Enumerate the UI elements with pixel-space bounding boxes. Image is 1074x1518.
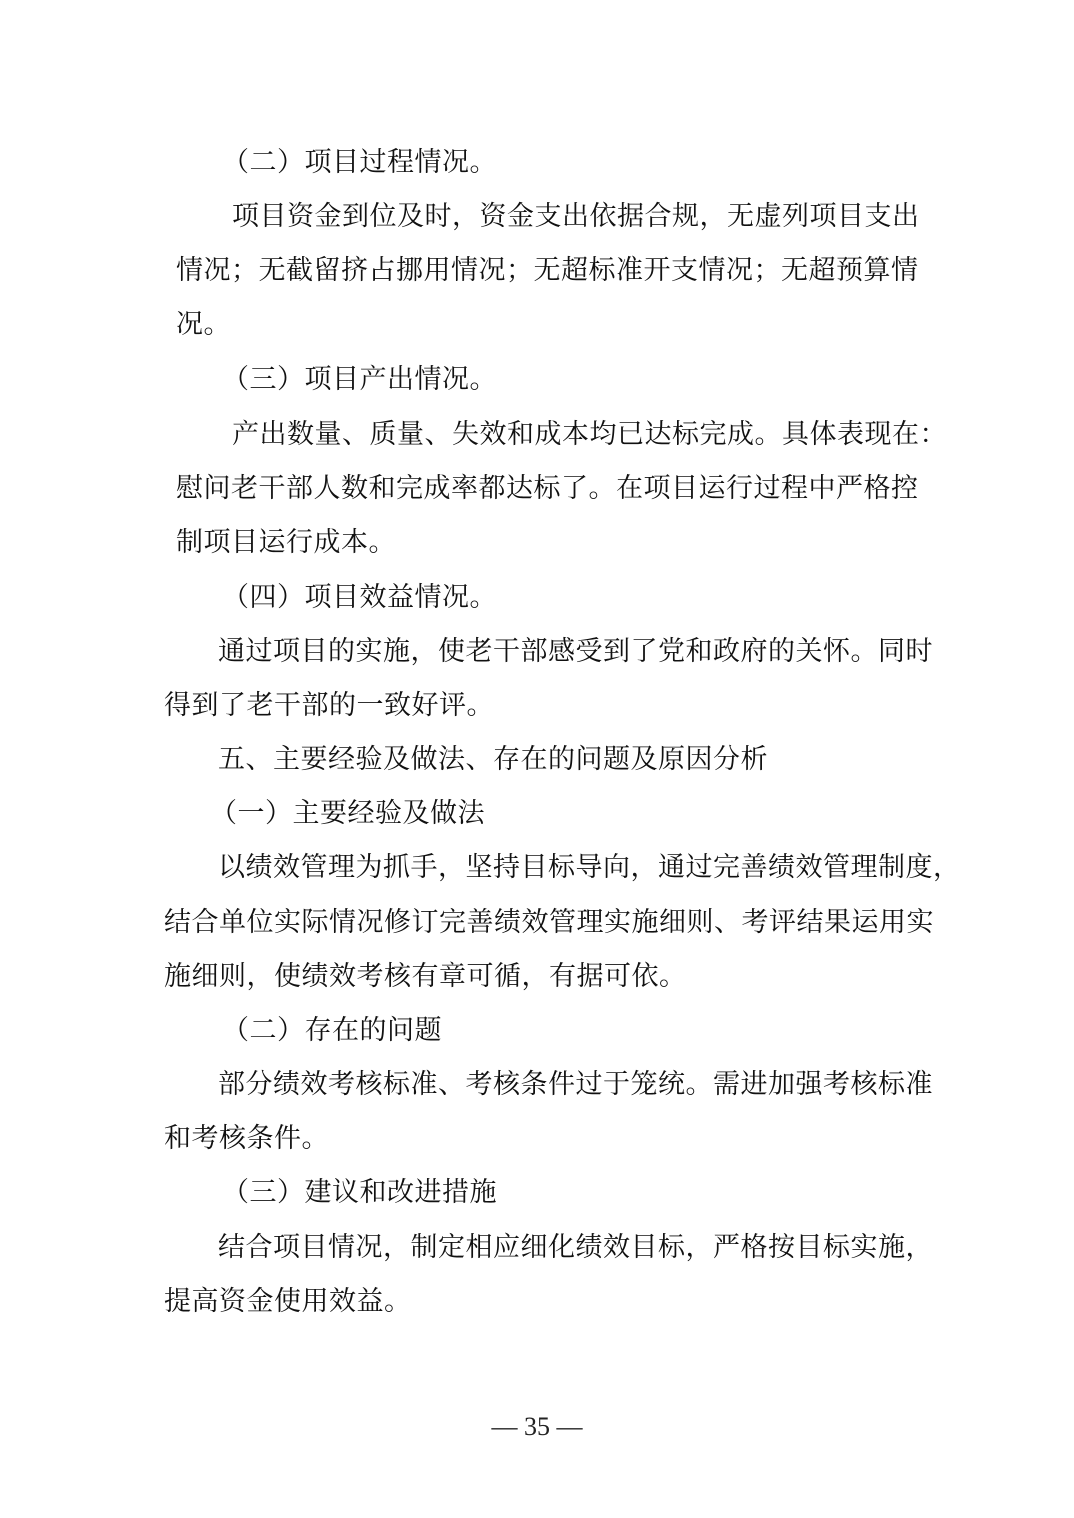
paragraph-line: 通过项目的实施，使老干部感受到了党和政府的关怀。同时: [218, 636, 933, 667]
paragraph-line: 部分绩效考核标准、考核条件过于笼统。需进加强考核标准: [218, 1069, 933, 1100]
page-number: — 35 —: [491, 1412, 583, 1441]
paragraph-line: 况。: [176, 309, 231, 340]
heading-project-benefit: （四）项目效益情况。: [222, 582, 497, 613]
heading-main-experience: （一）主要经验及做法: [210, 798, 485, 829]
paragraph-line: 制项目运行成本。: [176, 527, 396, 558]
heading-project-output: （三）项目产出情况。: [222, 364, 497, 395]
paragraph-line: 施细则，使绩效考核有章可循，有据可依。: [164, 961, 687, 992]
paragraph-line: 结合项目情况，制定相应细化绩效目标，严格按目标实施，: [218, 1232, 933, 1263]
section-heading-five: 五、主要经验及做法、存在的问题及原因分析: [218, 744, 768, 775]
paragraph-line: 提高资金使用效益。: [164, 1286, 412, 1317]
heading-project-process: （二）项目过程情况。: [222, 147, 497, 178]
paragraph-line: 以绩效管理为抓手，坚持目标导向，通过完善绩效管理制度，: [218, 852, 961, 883]
heading-suggestions: （三）建议和改进措施: [222, 1177, 497, 1208]
heading-existing-problems: （二）存在的问题: [222, 1015, 442, 1046]
paragraph-line: 产出数量、质量、失效和成本均已达标完成。具体表现在：: [232, 419, 947, 450]
paragraph-line: 项目资金到位及时，资金支出依据合规，无虚列项目支出: [232, 201, 920, 232]
paragraph-line: 结合单位实际情况修订完善绩效管理实施细则、考评结果运用实: [164, 907, 934, 938]
paragraph-line: 情况；无截留挤占挪用情况；无超标准开支情况；无超预算情: [176, 255, 919, 286]
paragraph-line: 和考核条件。: [164, 1123, 329, 1154]
paragraph-line: 得到了老干部的一致好评。: [164, 690, 494, 721]
paragraph-line: 慰问老干部人数和完成率都达标了。在项目运行过程中严格控: [176, 473, 919, 504]
